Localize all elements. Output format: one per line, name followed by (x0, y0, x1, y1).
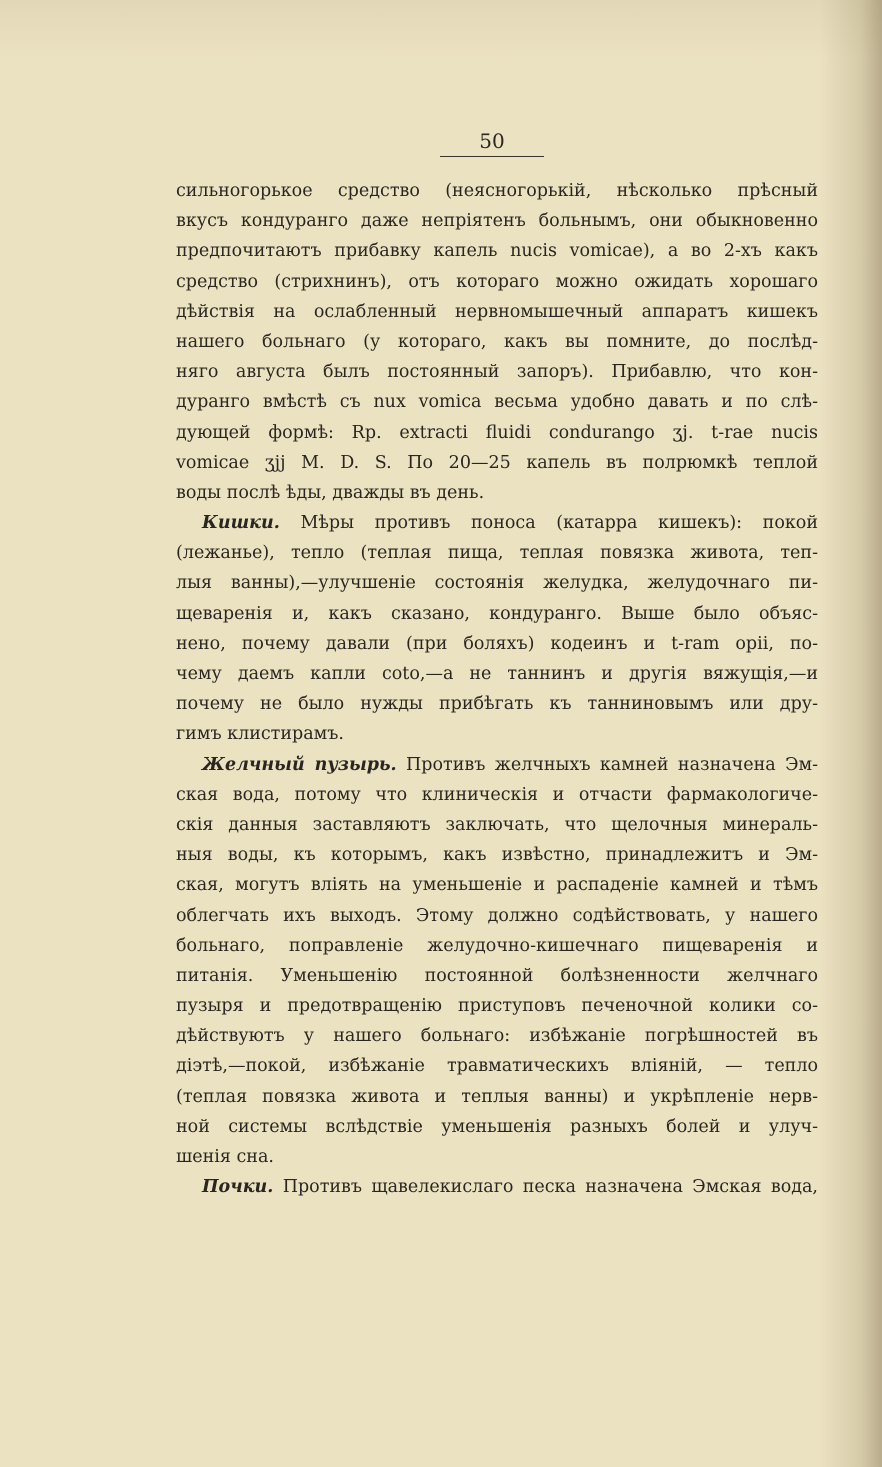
text-line: предпочитаютъ прибавку капель nucis vomicae), а во 2-хъ какъ (176, 241, 818, 262)
text-line: нашего больнаго (у котораго, какъ вы помните, до послѣд- (176, 331, 818, 352)
text-line: ной системы вслѣдствiе уменьшенiя разныхъ болей и улуч- (176, 1116, 818, 1137)
text-line: дѣйствiя на ослабленный нервномышечный аппаратъ кишекъ (176, 301, 818, 322)
text-fragment: Мѣры противъ поноса (катарра кишекъ): покой (279, 513, 818, 534)
text-line: ская, могутъ влiять на уменьшенiе и распаденiе камней и тѣмъ (176, 875, 818, 896)
section-heading-intestines: Кишки. (202, 513, 280, 534)
paragraph-kidneys (176, 1172, 818, 1202)
text-line: чему даемъ капли coto,—а не таннинъ и другiя вяжущiя,—и (176, 664, 818, 684)
text-line: ская вода, потому что клиническiя и отчасти фармакологиче- (176, 784, 818, 805)
text-line: средство (стрихнинъ), отъ котораго можно ожидать хорошаго (176, 271, 818, 292)
text-line (176, 750, 818, 780)
text-line: ныя воды, къ которымъ, какъ извѣстно, принадлежитъ и Эм- (176, 845, 818, 866)
text-line: больнаго, поправленiе желудочно-кишечнаго пищеваренiя и (176, 935, 818, 956)
text-line: щеваренiя и, какъ сказано, кондуранго. Выше было объяс- (176, 603, 818, 624)
text-line: скiя данныя заставляютъ заключать, что щелочныя минераль- (176, 814, 818, 835)
text-line: дѣйствуютъ у нашего больнаго: избѣжанiе погрѣшностей въ (176, 1026, 818, 1047)
text-fragment: Противъ щавелекислаго песка назначена Эмская вода, (273, 1177, 818, 1198)
section-heading-gallbladder: Желчный пузырь. (202, 754, 397, 775)
text-line: гимъ клистирамъ. (176, 724, 344, 745)
text-line (176, 508, 818, 538)
text-line: пузыря и предотвращенiю приступовъ печеночной колики со- (176, 996, 818, 1017)
text-line: (теплая повязка живота и теплыя ванны) и укрѣпленiе нерв- (176, 1086, 818, 1107)
text-line: vomicae ʒjj M. D. S. По 20—25 капель въ полрюмкѣ теплой (176, 452, 818, 473)
paragraph-intestines (176, 508, 818, 750)
text-line: сильногорькое средство (неясногорькiй, нѣсколько прѣсный (176, 181, 818, 201)
text-line: нено, почему давали (при боляхъ) кодеинъ и t-ram opii, по- (176, 633, 818, 654)
section-heading-kidneys: Почки. (202, 1177, 274, 1198)
text-line (176, 1172, 818, 1202)
text-line: облегчать ихъ выходъ. Этому должно содѣйствовать, у нашего (176, 905, 818, 926)
page-number-rule (440, 156, 544, 157)
text-line: почему не было нужды прибѣгать къ танниновымъ или дру- (176, 694, 818, 715)
text-line: дуранго вмѣстѣ съ nux vomica весьма удобно давать и по слѣ- (176, 392, 818, 413)
text-line: няго августа былъ постоянный запоръ). Прибавлю, что кон- (176, 362, 818, 383)
text-line: вкусъ кондуранго даже непрiятенъ больнымъ, они обыкновенно (176, 211, 818, 232)
body-text (176, 176, 818, 1202)
text-line: шенiя сна. (176, 1147, 274, 1167)
text-line: (лежанье), тепло (теплая пища, теплая повязка живота, теп- (176, 543, 818, 564)
text-line: дiэтѣ,—покой, избѣжанiе травматическихъ влiянiй, — тепло (176, 1056, 818, 1077)
paragraph-gallbladder (176, 750, 818, 1173)
text-line: дующей формѣ: Rp. extracti fluidi condurango ʒj. t-rae nucis (176, 422, 818, 443)
text-line: питанiя. Уменьшенiю постоянной болѣзненности желчнаго (176, 965, 818, 986)
text-line: воды послѣ ѣды, дважды въ день. (176, 482, 485, 503)
page-number: 50 (479, 129, 505, 153)
text-line: лыя ванны),—улучшенiе состоянiя желудка, желудочнаго пи- (176, 573, 818, 594)
text-fragment: Противъ желчныхъ камней назначена Эм- (396, 754, 818, 775)
paragraph-stomach-remedies (176, 176, 818, 508)
